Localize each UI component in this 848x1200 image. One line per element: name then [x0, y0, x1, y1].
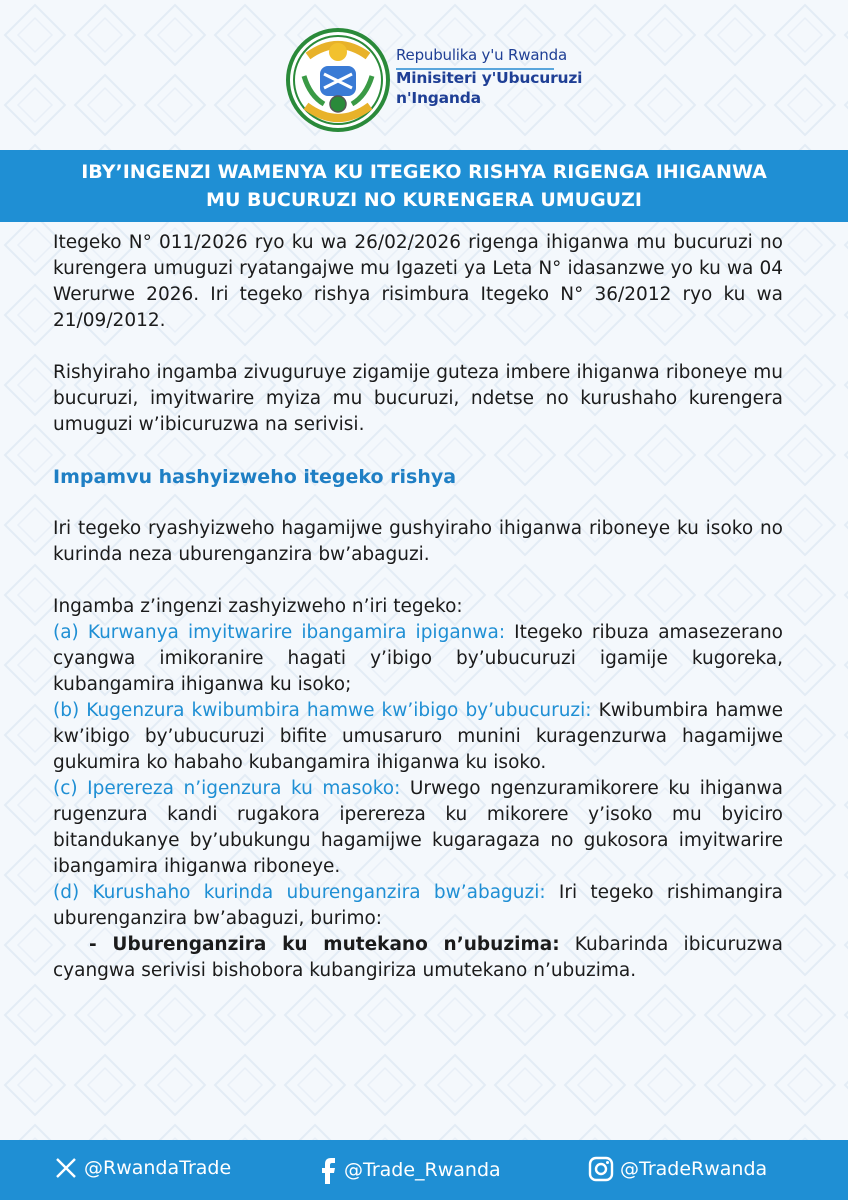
facebook-social-link[interactable] [318, 1156, 501, 1184]
intro-paragraph-1: Itegeko N° 011/2026 ryo ku wa 26/02/2026 rigenga ihiganwa mu bucuruzi no kurengera umuguzi ryatangajwe mu Igazeti ya Leta N° idasanzwe yo ku wa 04 Werurwe 2026. Iri tegeko rishya risimbura Itegeko N° 36/2012 ryo ku wa 21/09/2012. [53, 232, 783, 331]
measure-item-a [53, 620, 783, 698]
x-logo-icon [54, 1156, 78, 1180]
measure-text: Urwego ngenzuramikorere ku ihiganwa rugenzura kandi rugakora iperereza ku mikorere y’isoko mu byiciro bitandukanye by’ubukungu hagamijwe kugaragaza no gukosora imyitwarire ibangamira ihiganwa riboneye. [53, 778, 784, 877]
intro-paragraph-2: Rishyiraho ingamba zivuguruye zigamije guteza imbere ihiganwa riboneye mu bucuruzi, imyitwarire myiza mu bucuruzi, ndetse no kurushaho kurengera umuguzi w’ibicuruzwa na serivisi. [53, 362, 783, 435]
bullet-title: - Uburenganzira ku mutekano n’ubuzima: [89, 934, 560, 955]
facebook-icon [318, 1156, 338, 1184]
title-line2: MU BUCURUZI NO KURENGERA UMUGUZI [206, 189, 642, 211]
x-handle: @RwandaTrade [84, 1157, 232, 1179]
reason-paragraph: Iri tegeko ryashyizweho hagamijwe gushyiraho ihiganwa riboneye ku isoko no kurinda neza uburenganzira bw’abaguzi. [53, 518, 783, 565]
instagram-social-link[interactable] [588, 1156, 767, 1182]
measure-item-d [53, 880, 783, 932]
divider [396, 68, 554, 70]
article-body [53, 230, 783, 984]
title-banner [0, 150, 848, 222]
rwanda-coat-of-arms-icon [284, 26, 392, 134]
measure-item-c [53, 776, 783, 880]
instagram-icon [588, 1156, 614, 1182]
measure-text: Itegeko ribuza amasezerano cyangwa imikoranire hagati y’ibigo by’ubucuruzi igamije kugoreka, kubangamira ihiganwa ku isoko; [53, 622, 783, 695]
ministry-line2: n'Inganda [396, 89, 481, 107]
measure-text: Iri tegeko rishimangira uburenganzira bw’abaguzi, burimo: [53, 882, 784, 929]
x-social-link[interactable] [54, 1156, 231, 1180]
footer [0, 1140, 848, 1200]
ministry-name [396, 46, 582, 108]
instagram-handle: @TradeRwanda [620, 1158, 768, 1180]
header [0, 0, 848, 148]
facebook-handle: @Trade_Rwanda [344, 1159, 501, 1181]
measure-label: (a) Kurwanya imyitwarire ibangamira ipiganwa: [53, 622, 506, 643]
ministry-line1: Minisiteri y'Ubucuruzi [396, 69, 583, 87]
title-line1: IBY’INGENZI WAMENYA KU ITEGEKO RISHYA RIGENGA IHIGANWA [81, 161, 767, 183]
measure-text: Kwibumbira hamwe kw’ibigo by’ubucuruzi bifite umusaruro munini kuragenzurwa hagamijwe gukumira ko habaho kubangamira ihiganwa ku isoko. [53, 700, 784, 773]
measure-label: (c) Iperereza n’igenzura ku masoko: [53, 778, 401, 799]
measure-label: (b) Kugenzura kwibumbira hamwe kw’ibigo by’ubucuruzi: [53, 700, 592, 721]
bullet-text: Kubarinda ibicuruzwa cyangwa serivisi bishobora kubangiriza umutekano n’ubuzima. [53, 934, 783, 981]
measures-intro: Ingamba z’ingenzi zashyizweho n’iri tegeko: [53, 596, 463, 617]
republic-label: Repubulika y'u Rwanda [396, 46, 567, 64]
measure-item-b [53, 698, 783, 776]
section-heading: Impamvu hashyizweho itegeko rishya [53, 466, 457, 488]
measure-label: (d) Kurushaho kurinda uburenganzira bw’abaguzi: [53, 882, 546, 903]
bullet-item [53, 932, 783, 984]
